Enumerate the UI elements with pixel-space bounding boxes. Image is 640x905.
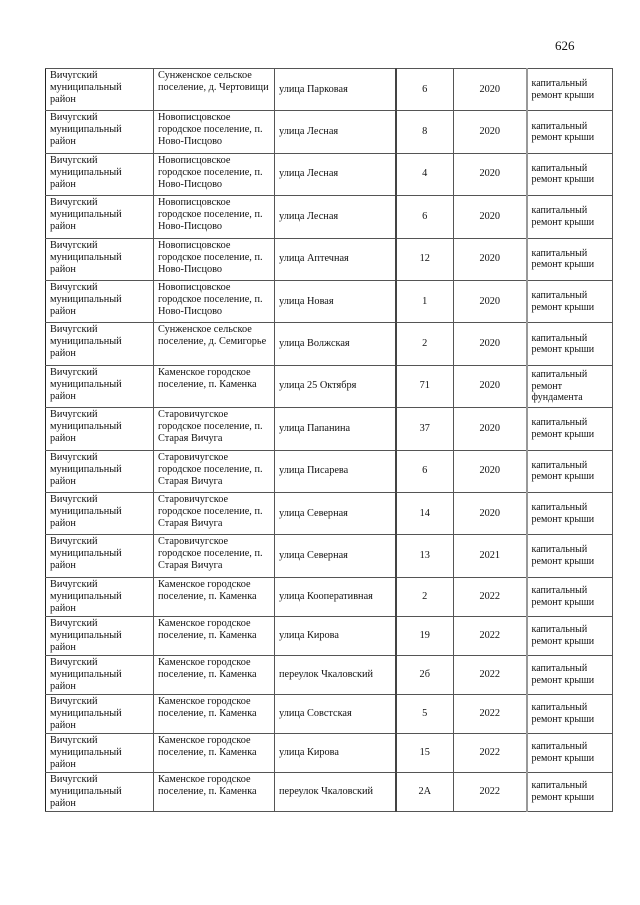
table-row <box>46 694 613 733</box>
table-body <box>46 69 613 812</box>
district-cell: Вичугский муниципальный район <box>46 733 154 772</box>
settlement-cell: Сунженское сельское поселение, д. Семигорье <box>154 323 275 365</box>
house-number-cell: 6 <box>396 450 454 492</box>
settlement-cell: Каменское городское поселение, п. Каменка <box>154 694 275 733</box>
street-cell: улица Лесная <box>275 111 396 153</box>
district-cell: Вичугский муниципальный район <box>46 450 154 492</box>
house-number-cell: 14 <box>396 492 454 534</box>
street-cell: переулок Чкаловский <box>275 772 396 811</box>
district-cell: Вичугский муниципальный район <box>46 153 154 195</box>
settlement-cell: Старовичугское городское поселение, п. Старая Вичуга <box>154 535 275 577</box>
table-row <box>46 450 613 492</box>
table-row <box>46 577 613 616</box>
settlement-cell: Новописцовское городское поселение, п. Ново-Писцово <box>154 196 275 238</box>
year-cell: 2020 <box>454 111 527 153</box>
street-cell: улица Волжская <box>275 323 396 365</box>
work-type-cell: капитальный ремонт крыши <box>527 196 613 238</box>
settlement-cell: Старовичугское городское поселение, п. Старая Вичуга <box>154 408 275 450</box>
work-type-cell: капитальный ремонт крыши <box>527 535 613 577</box>
work-type-cell: капитальный ремонт крыши <box>527 280 613 322</box>
year-cell: 2020 <box>454 69 527 111</box>
district-cell: Вичугский муниципальный район <box>46 111 154 153</box>
year-cell: 2022 <box>454 577 527 616</box>
year-cell: 2022 <box>454 733 527 772</box>
work-type-cell: капитальный ремонт крыши <box>527 492 613 534</box>
house-number-cell: 8 <box>396 111 454 153</box>
table-row <box>46 492 613 534</box>
table-row <box>46 733 613 772</box>
work-type-cell: капитальный ремонт крыши <box>527 69 613 111</box>
district-cell: Вичугский муниципальный район <box>46 577 154 616</box>
district-cell: Вичугский муниципальный район <box>46 323 154 365</box>
settlement-cell: Каменское городское поселение, п. Каменка <box>154 365 275 407</box>
work-type-cell: капитальный ремонт крыши <box>527 153 613 195</box>
settlement-cell: Новописцовское городское поселение, п. Ново-Писцово <box>154 280 275 322</box>
settlement-cell: Новописцовское городское поселение, п. Ново-Писцово <box>154 111 275 153</box>
table-row <box>46 408 613 450</box>
work-type-cell: капитальный ремонт крыши <box>527 408 613 450</box>
street-cell: улица Северная <box>275 492 396 534</box>
table-row <box>46 69 613 111</box>
settlement-cell: Новописцовское городское поселение, п. Ново-Писцово <box>154 153 275 195</box>
year-cell: 2022 <box>454 616 527 655</box>
house-number-cell: 13 <box>396 535 454 577</box>
house-number-cell: 37 <box>396 408 454 450</box>
work-type-cell: капитальный ремонт крыши <box>527 238 613 280</box>
district-cell: Вичугский муниципальный район <box>46 616 154 655</box>
house-number-cell: 2 <box>396 577 454 616</box>
year-cell: 2020 <box>454 365 527 407</box>
district-cell: Вичугский муниципальный район <box>46 238 154 280</box>
year-cell: 2020 <box>454 408 527 450</box>
settlement-cell: Каменское городское поселение, п. Каменка <box>154 772 275 811</box>
street-cell: улица Парковая <box>275 69 396 111</box>
house-number-cell: 15 <box>396 733 454 772</box>
district-cell: Вичугский муниципальный район <box>46 280 154 322</box>
house-number-cell: 2А <box>396 772 454 811</box>
year-cell: 2020 <box>454 323 527 365</box>
year-cell: 2022 <box>454 655 527 694</box>
year-cell: 2020 <box>454 450 527 492</box>
house-number-cell: 2б <box>396 655 454 694</box>
street-cell: улица Кирова <box>275 616 396 655</box>
street-cell: улица Кирова <box>275 733 396 772</box>
year-cell: 2020 <box>454 196 527 238</box>
work-type-cell: капитальный ремонт крыши <box>527 694 613 733</box>
street-cell: улица Писарева <box>275 450 396 492</box>
settlement-cell: Старовичугское городское поселение, п. Старая Вичуга <box>154 492 275 534</box>
street-cell: улица 25 Октября <box>275 365 396 407</box>
year-cell: 2020 <box>454 153 527 195</box>
street-cell: улица Аптечная <box>275 238 396 280</box>
work-type-cell: капитальный ремонт крыши <box>527 655 613 694</box>
settlement-cell: Старовичугское городское поселение, п. Старая Вичуга <box>154 450 275 492</box>
table-row <box>46 772 613 811</box>
street-cell: переулок Чкаловский <box>275 655 396 694</box>
settlement-cell: Сунженское сельское поселение, д. Чертовищи <box>154 69 275 111</box>
street-cell: улица Лесная <box>275 196 396 238</box>
street-cell: улица Северная <box>275 535 396 577</box>
district-cell: Вичугский муниципальный район <box>46 535 154 577</box>
work-type-cell: капитальный ремонт крыши <box>527 111 613 153</box>
settlement-cell: Новописцовское городское поселение, п. Ново-Писцово <box>154 238 275 280</box>
page-number: 626 <box>555 38 575 53</box>
house-number-cell: 6 <box>396 196 454 238</box>
work-type-cell: капитальный ремонт крыши <box>527 772 613 811</box>
year-cell: 2022 <box>454 694 527 733</box>
year-cell: 2020 <box>454 280 527 322</box>
street-cell: улица Кооперативная <box>275 577 396 616</box>
work-type-cell: капитальный ремонт крыши <box>527 323 613 365</box>
table-row <box>46 153 613 195</box>
house-number-cell: 6 <box>396 69 454 111</box>
table-row <box>46 616 613 655</box>
year-cell: 2021 <box>454 535 527 577</box>
street-cell: улица Лесная <box>275 153 396 195</box>
table-row <box>46 280 613 322</box>
settlement-cell: Каменское городское поселение, п. Каменка <box>154 733 275 772</box>
district-cell: Вичугский муниципальный район <box>46 694 154 733</box>
street-cell: улица Совстская <box>275 694 396 733</box>
table-row <box>46 365 613 407</box>
house-number-cell: 12 <box>396 238 454 280</box>
table-row <box>46 323 613 365</box>
table-row <box>46 111 613 153</box>
street-cell: улица Новая <box>275 280 396 322</box>
settlement-cell: Каменское городское поселение, п. Каменка <box>154 616 275 655</box>
district-cell: Вичугский муниципальный район <box>46 196 154 238</box>
house-number-cell: 5 <box>396 694 454 733</box>
settlement-cell: Каменское городское поселение, п. Каменка <box>154 577 275 616</box>
district-cell: Вичугский муниципальный район <box>46 408 154 450</box>
house-number-cell: 4 <box>396 153 454 195</box>
table-row <box>46 535 613 577</box>
table-row <box>46 196 613 238</box>
house-number-cell: 71 <box>396 365 454 407</box>
house-number-cell: 19 <box>396 616 454 655</box>
work-type-cell: капитальный ремонт крыши <box>527 616 613 655</box>
work-type-cell: капитальный ремонт крыши <box>527 450 613 492</box>
table-row <box>46 238 613 280</box>
year-cell: 2022 <box>454 772 527 811</box>
year-cell: 2020 <box>454 238 527 280</box>
district-cell: Вичугский муниципальный район <box>46 772 154 811</box>
district-cell: Вичугский муниципальный район <box>46 69 154 111</box>
work-type-cell: капитальный ремонт крыши <box>527 733 613 772</box>
house-number-cell: 1 <box>396 280 454 322</box>
district-cell: Вичугский муниципальный район <box>46 492 154 534</box>
district-cell: Вичугский муниципальный район <box>46 365 154 407</box>
table-row <box>46 655 613 694</box>
work-type-cell: капитальный ремонт крыши <box>527 577 613 616</box>
house-number-cell: 2 <box>396 323 454 365</box>
district-cell: Вичугский муниципальный район <box>46 655 154 694</box>
settlement-cell: Каменское городское поселение, п. Каменка <box>154 655 275 694</box>
housing-repair-table <box>45 68 613 812</box>
year-cell: 2020 <box>454 492 527 534</box>
street-cell: улица Папанина <box>275 408 396 450</box>
work-type-cell: капитальный ремонт фундамента <box>527 365 613 407</box>
